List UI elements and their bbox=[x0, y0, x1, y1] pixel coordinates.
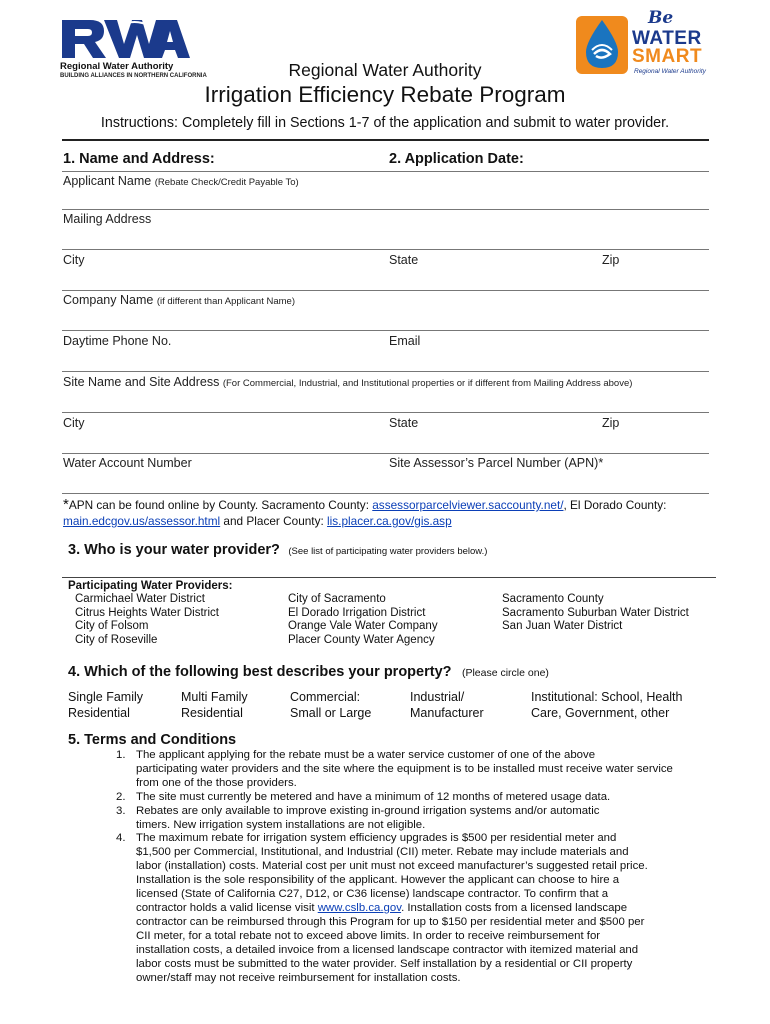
rwa-logo-mark bbox=[60, 16, 192, 60]
terms-line: licensed (State of California C27, D12, or C36 license) landscape contractor. To confirm that a bbox=[136, 888, 609, 901]
zip-field[interactable]: Zip bbox=[602, 253, 620, 267]
applicant-name-label: Applicant Name bbox=[63, 174, 152, 188]
logo-sub-text: Regional Water Authority bbox=[634, 68, 706, 75]
provider-item: City of Roseville bbox=[75, 633, 158, 646]
provider-col-3 bbox=[502, 593, 689, 634]
city-field[interactable]: City bbox=[63, 253, 85, 267]
option-line: Care, Government, other bbox=[531, 705, 670, 720]
terms-num: 4. bbox=[116, 832, 126, 845]
terms-line: The applicant applying for the rebate must be a water service customer of one of the above bbox=[136, 749, 596, 761]
state-field[interactable]: State bbox=[389, 253, 419, 267]
provider-item: Carmichael Water District bbox=[75, 593, 205, 605]
provider-item: City of Folsom bbox=[75, 620, 149, 633]
provider-col-2 bbox=[288, 593, 438, 647]
terms-item-1 bbox=[110, 749, 720, 791]
terms-line: participating water providers and the site where the equipment is to be installed must receive water service bbox=[136, 762, 673, 775]
sacramento-assessor-link[interactable]: assessorparcelviewer.saccounty.net/ bbox=[372, 498, 564, 512]
terms-line: labor costs must be submitted to the water provider. Self installation by a residential or CII property bbox=[136, 957, 633, 970]
section5-heading: 5. Terms and Conditions bbox=[68, 732, 237, 748]
provider-item: Sacramento County bbox=[502, 593, 604, 605]
apn-note-text1: APN can be found online by County. Sacramento County: bbox=[68, 498, 373, 512]
field-line bbox=[62, 290, 709, 291]
terms-line: timers. New irrigation system installations are not eligible. bbox=[136, 818, 426, 831]
option-line: Residential bbox=[68, 705, 130, 720]
provider-item: Citrus Heights Water District bbox=[75, 606, 219, 619]
property-option-single-family[interactable] bbox=[68, 690, 143, 721]
mailing-address-field[interactable]: Mailing Address bbox=[63, 212, 152, 226]
option-line: Institutional: School, Health bbox=[531, 690, 683, 704]
site-state-field[interactable]: State bbox=[389, 416, 419, 430]
terms-text: contractor holds a valid license visit bbox=[136, 901, 318, 914]
provider-item: Placer County Water Agency bbox=[288, 633, 435, 646]
apn-note bbox=[63, 497, 713, 529]
section4-heading: 4. Which of the following best describes your property? bbox=[68, 664, 452, 680]
company-name-field[interactable] bbox=[63, 293, 295, 307]
applicant-name-note: (Rebate Check/Credit Payable To) bbox=[154, 177, 299, 188]
rwa-logo-name: Regional Water Authority bbox=[60, 61, 174, 72]
option-line: Residential bbox=[181, 705, 243, 720]
section-rule bbox=[62, 577, 716, 578]
option-line: Multi Family bbox=[181, 690, 248, 704]
applicant-name-field[interactable] bbox=[63, 174, 299, 188]
option-line: Manufacturer bbox=[410, 705, 484, 720]
logo-be-text: Be bbox=[648, 8, 674, 28]
terms-num: 1. bbox=[116, 749, 126, 761]
terms-line: Installation is the sole responsibility of the applicant. However the applicant can choose to hire a bbox=[136, 874, 620, 887]
section1-heading: 1. Name and Address: bbox=[63, 151, 215, 167]
option-line: Single Family bbox=[68, 690, 144, 704]
providers-title: Participating Water Providers: bbox=[68, 580, 233, 592]
section3-heading: 3. Who is your water provider? bbox=[68, 542, 280, 558]
email-field[interactable]: Email bbox=[389, 334, 421, 348]
field-line bbox=[62, 412, 709, 413]
provider-col-1 bbox=[75, 593, 219, 647]
property-option-industrial[interactable] bbox=[410, 690, 484, 721]
section3-note: (See list of participating water providers below.) bbox=[288, 546, 488, 557]
org-name: Regional Water Authority bbox=[288, 60, 482, 80]
terms-line: The maximum rebate for irrigation system efficiency upgrades is $500 per residential meter and bbox=[136, 832, 617, 845]
company-name-note: (if different than Applicant Name) bbox=[156, 296, 295, 307]
terms-list bbox=[110, 749, 720, 985]
provider-item: Orange Vale Water Company bbox=[288, 620, 438, 633]
apn-note-text3: and Placer County: bbox=[220, 513, 328, 528]
terms-line: CII meter, for a total rebate not to exceed above limits. In order to receive reimbursement for bbox=[136, 929, 601, 942]
field-line bbox=[62, 249, 709, 250]
apn-field[interactable]: Site Assessor’s Parcel Number (APN)* bbox=[389, 456, 604, 470]
terms-line: owner/staff may not receive reimbursement for installation costs. bbox=[136, 971, 461, 984]
property-option-multi-family[interactable] bbox=[181, 690, 248, 721]
provider-item: City of Sacramento bbox=[288, 593, 386, 605]
terms-line: $1,500 per Commercial, Institutional, and Industrial (CII) meter. Rebate may include materials and bbox=[136, 846, 629, 859]
apn-note-star: * bbox=[63, 496, 69, 513]
company-name-label: Company Name bbox=[63, 293, 154, 307]
terms-line: Rebates are only available to improve existing in-ground irrigation systems and/or automatic bbox=[136, 804, 600, 817]
option-line: Commercial: bbox=[290, 690, 361, 704]
terms-item-4 bbox=[110, 832, 720, 985]
site-name-field[interactable] bbox=[63, 375, 632, 389]
section4-note: (Please circle one) bbox=[461, 667, 549, 679]
terms-line: The site must currently be metered and have a minimum of 12 months of metered usage data. bbox=[136, 790, 611, 803]
field-line bbox=[62, 493, 709, 494]
site-city-field[interactable]: City bbox=[63, 416, 85, 430]
terms-line: installation costs, a detailed invoice from a licensed landscape contractor with itemized material and bbox=[136, 943, 639, 956]
water-account-field[interactable]: Water Account Number bbox=[63, 456, 192, 470]
apn-note-text2: , El Dorado County: bbox=[563, 498, 667, 512]
eldorado-assessor-link[interactable]: main.edcgov.us/assessor.html bbox=[63, 513, 221, 528]
rwa-logo-tagline: BUILDING ALLIANCES IN NORTHERN CALIFORNIA bbox=[60, 73, 207, 79]
property-option-institutional[interactable] bbox=[531, 690, 682, 721]
terms-line: from one of the those providers. bbox=[136, 776, 297, 789]
provider-item: El Dorado Irrigation District bbox=[288, 606, 426, 619]
terms-item-3 bbox=[110, 805, 720, 833]
logo-smart-text: SMART bbox=[632, 46, 703, 67]
field-line bbox=[62, 371, 709, 372]
field-line bbox=[62, 209, 709, 210]
terms-item-2 bbox=[110, 791, 720, 805]
field-line bbox=[62, 330, 709, 331]
field-line bbox=[62, 453, 709, 454]
terms-num: 2. bbox=[116, 790, 126, 803]
option-line: Industrial/ bbox=[410, 690, 465, 704]
section3-heading-row bbox=[68, 541, 487, 559]
page-title: Irrigation Efficiency Rebate Program bbox=[204, 82, 566, 107]
provider-item: Sacramento Suburban Water District bbox=[502, 606, 689, 619]
property-option-commercial[interactable] bbox=[290, 690, 371, 721]
daytime-phone-field[interactable]: Daytime Phone No. bbox=[63, 334, 172, 348]
terms-text: . Installation costs from a licensed landscape bbox=[401, 901, 628, 914]
terms-line: contractor can be reimbursed through this Program for up to $150 per residential meter and $500 per bbox=[136, 915, 645, 928]
site-name-label: Site Name and Site Address bbox=[63, 375, 220, 389]
provider-item: San Juan Water District bbox=[502, 620, 623, 633]
cslb-link[interactable]: www.cslb.ca.gov bbox=[317, 901, 402, 914]
header-rule bbox=[62, 139, 709, 141]
section-rule bbox=[62, 171, 709, 172]
section2-heading: 2. Application Date: bbox=[389, 151, 524, 167]
logo-water-text: WATER bbox=[632, 28, 702, 49]
option-line: Small or Large bbox=[290, 705, 372, 720]
section4-heading-row bbox=[68, 663, 549, 681]
instructions: Instructions: Completely fill in Sections 1-7 of the application and submit to water provider. bbox=[100, 115, 670, 131]
terms-line-with-link bbox=[136, 902, 720, 916]
terms-line: labor (installation) costs. Material cost per unit must not exceed manufacturer’s suggested retail price. bbox=[136, 860, 648, 873]
site-zip-field[interactable]: Zip bbox=[602, 416, 620, 430]
site-name-note: (For Commercial, Industrial, and Institutional properties or if different from Mailing Address above) bbox=[222, 378, 633, 389]
placer-gis-link[interactable]: lis.placer.ca.gov/gis.asp bbox=[327, 513, 452, 528]
terms-num: 3. bbox=[116, 804, 126, 817]
